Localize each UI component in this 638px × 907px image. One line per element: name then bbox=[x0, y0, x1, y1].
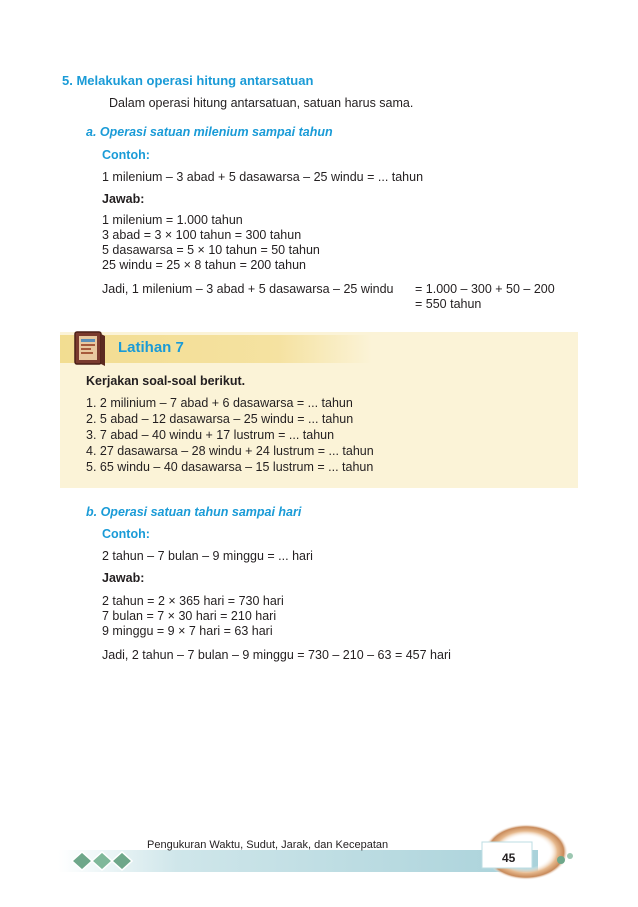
part-a-contoh-label: Contoh: bbox=[102, 148, 150, 162]
book-icon bbox=[72, 328, 108, 368]
part-b-contoh-label: Contoh: bbox=[102, 527, 150, 541]
latihan-instruction: Kerjakan soal-soal berikut. bbox=[86, 374, 246, 388]
part-a-jawab-label: Jawab: bbox=[102, 192, 145, 206]
part-a-jawab-line: 3 abad = 3 × 100 tahun = 300 tahun bbox=[102, 228, 302, 242]
part-b-contoh: 2 tahun – 7 bulan – 9 minggu = ... hari bbox=[102, 549, 313, 563]
part-a-jawab-line: 5 dasawarsa = 5 × 10 tahun = 50 tahun bbox=[102, 243, 320, 257]
part-b-jawab-label: Jawab: bbox=[102, 571, 145, 585]
part-a-contoh: 1 milenium – 3 abad + 5 dasawarsa – 25 windu = ... tahun bbox=[102, 170, 424, 184]
footer-title: Pengukuran Waktu, Sudut, Jarak, dan Kecepatan bbox=[147, 839, 389, 851]
latihan-item: 5. 65 windu – 40 dasawarsa – 15 lustrum = ... tahun bbox=[86, 460, 374, 474]
part-b-jawab-line: 7 bulan = 7 × 30 hari = 210 hari bbox=[102, 609, 277, 623]
section-heading: 5. Melakukan operasi hitung antarsatuan bbox=[62, 73, 314, 88]
part-b-heading: b. Operasi satuan tahun sampai hari bbox=[86, 505, 302, 519]
part-a-jadi-result-1: = 1.000 – 300 + 50 – 200 bbox=[415, 282, 555, 296]
latihan-item: 4. 27 dasawarsa – 28 windu + 24 lustrum = ... tahun bbox=[86, 444, 374, 458]
part-a-jadi-result-2: = 550 tahun bbox=[415, 297, 482, 311]
part-a-jawab-line: 1 milenium = 1.000 tahun bbox=[102, 213, 243, 227]
part-b-jawab-line: 2 tahun = 2 × 365 hari = 730 hari bbox=[102, 594, 284, 608]
part-b-jawab-line: 9 minggu = 9 × 7 hari = 63 hari bbox=[102, 624, 273, 638]
latihan-item: 3. 7 abad – 40 windu + 17 lustrum = ... tahun bbox=[86, 428, 335, 442]
part-b-jadi: Jadi, 2 tahun – 7 bulan – 9 minggu = 730 – 210 – 63 = 457 hari bbox=[102, 648, 451, 662]
latihan-title: Latihan 7 bbox=[118, 339, 184, 356]
part-a-heading: a. Operasi satuan milenium sampai tahun bbox=[86, 125, 333, 139]
part-a-jawab-line: 25 windu = 25 × 8 tahun = 200 tahun bbox=[102, 258, 306, 272]
part-a-jadi: Jadi, 1 milenium – 3 abad + 5 dasawarsa – 25 windu bbox=[102, 282, 394, 296]
page-number: 45 bbox=[502, 851, 516, 865]
section-intro: Dalam operasi hitung antarsatuan, satuan harus sama. bbox=[109, 96, 414, 110]
latihan-item: 2. 5 abad – 12 dasawarsa – 25 windu = ... tahun bbox=[86, 412, 354, 426]
latihan-item: 1. 2 milinium – 7 abad + 6 dasawarsa = ... tahun bbox=[86, 396, 353, 410]
